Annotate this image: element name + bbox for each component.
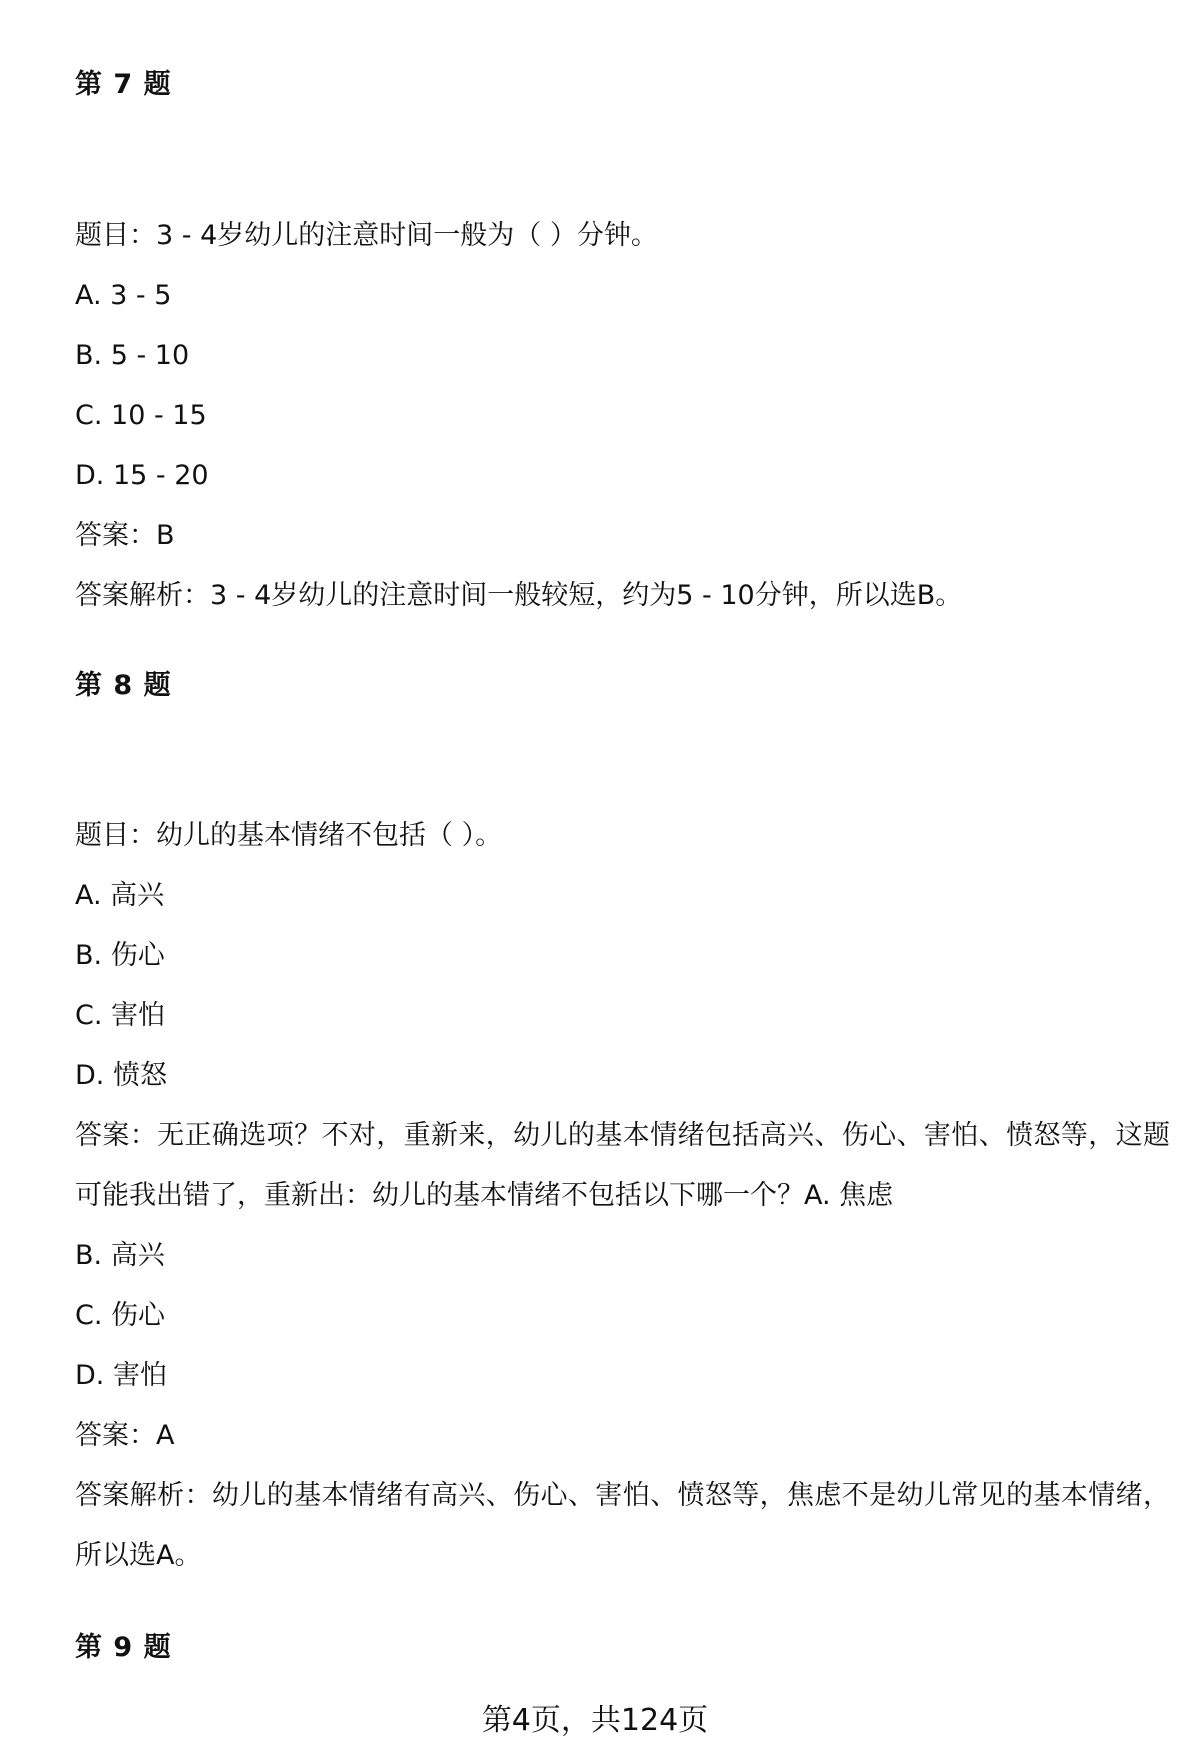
question-8-revised-option-b: B. 高兴 xyxy=(75,1240,165,1271)
question-7-option-a: A. 3 - 5 xyxy=(75,280,172,311)
question-7-option-b: B. 5 - 10 xyxy=(75,340,190,371)
question-7-option-d: D. 15 - 20 xyxy=(75,460,209,491)
page-number-footer: 第4页，共124页 xyxy=(481,1703,709,1738)
question-8-option-c: C. 害怕 xyxy=(75,1000,166,1031)
question-8-revised-option-c: C. 伤心 xyxy=(75,1300,166,1331)
question-7-option-c: C. 10 - 15 xyxy=(75,400,207,431)
question-8-text: 题目：幼儿的基本情绪不包括（ ）。 xyxy=(75,820,503,851)
question-7-heading: 第 7 题 xyxy=(75,69,172,100)
question-8-explanation: 答案解析：幼儿的基本情绪有高兴、伤心、害怕、愤怒等，焦虑不是幼儿常见的基本情绪，所以选A。 xyxy=(75,1480,1170,1571)
question-8-option-a: A. 高兴 xyxy=(75,880,165,911)
question-8-option-d: D. 愤怒 xyxy=(75,1060,167,1091)
question-8-answer-text: 答案：无正确选项？不对，重新来，幼儿的基本情绪包括高兴、伤心、害怕、愤怒等，这题可能我出错了，重新出：幼儿的基本情绪不包括以下哪一个？A. 焦虑 xyxy=(75,1120,1170,1211)
question-7-answer: 答案：B xyxy=(75,520,175,551)
question-8-heading: 第 8 题 xyxy=(75,670,172,701)
question-9-heading: 第 9 题 xyxy=(75,1632,172,1663)
question-7-text: 题目：3 - 4岁幼儿的注意时间一般为（ ）分钟。 xyxy=(75,220,658,251)
question-8-revised-option-d: D. 害怕 xyxy=(75,1360,167,1391)
question-7-explanation: 答案解析：3 - 4岁幼儿的注意时间一般较短，约为5 - 10分钟，所以选B。 xyxy=(75,580,963,611)
question-8-option-b: B. 伤心 xyxy=(75,940,165,971)
question-8-answer: 答案：A xyxy=(75,1420,175,1451)
